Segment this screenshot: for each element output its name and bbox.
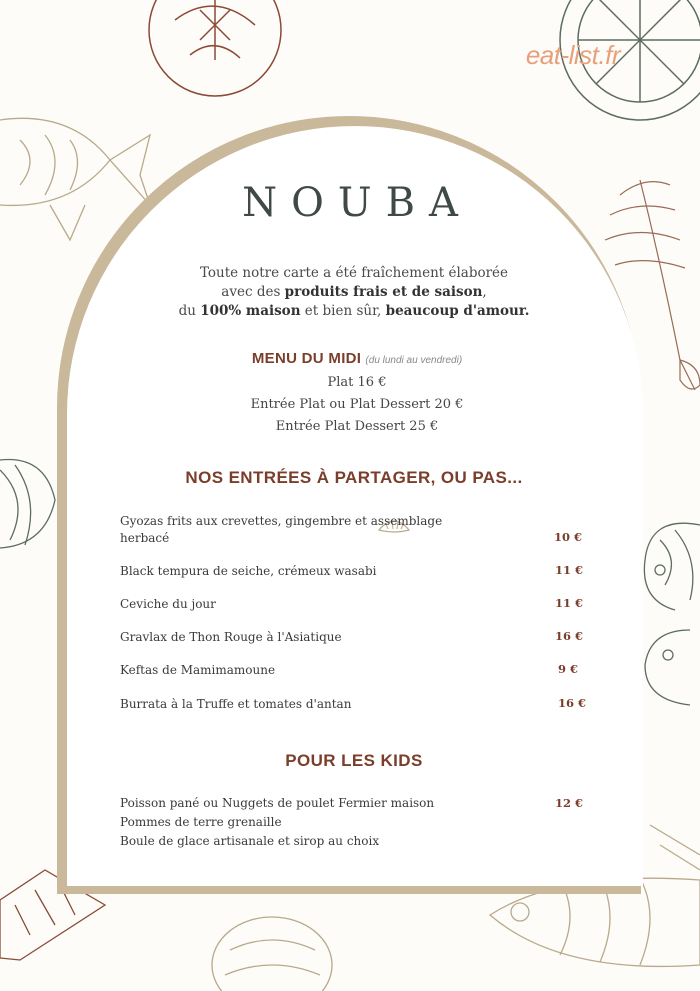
menu-item-price: 16 €: [555, 629, 584, 643]
menu-item-price: 9 €: [558, 662, 579, 676]
menu-item-price: 10 €: [554, 530, 583, 544]
menu-midi-line: Entrée Plat ou Plat Dessert 20 €: [250, 397, 464, 412]
menu-midi-title: MENU DU MIDI: [251, 350, 362, 367]
kids-line: Poisson pané ou Nuggets de poulet Fermier maison: [120, 796, 435, 810]
menu-item: [120, 696, 590, 713]
kids-line: Pommes de terre grenaille: [120, 815, 282, 829]
menu-item-name: Keftas de Mamimamoune: [120, 663, 276, 677]
menu-midi-subtitle: (du lundi au vendredi): [365, 355, 463, 366]
kids-line: Boule de glace artisanale et sirop au choix: [120, 834, 380, 848]
menu-item-name: Burrata à la Truffe et tomates d'antan: [120, 697, 352, 711]
menu-arch-panel: [67, 126, 643, 886]
mushroom-illustration: [212, 917, 332, 991]
menu-item-name: Gravlax de Thon Rouge à l'Asiatique: [120, 630, 342, 644]
menu-item: [120, 596, 590, 613]
menu-midi-line: Entrée Plat Dessert 25 €: [275, 419, 439, 434]
intro-line-3: du 100% maison et bien sûr, beaucoup d'amour.: [178, 303, 530, 319]
intro-text: [0, 264, 700, 321]
menu-item: [120, 513, 590, 547]
octopus-illustration: [644, 523, 700, 705]
intro-line-1: Toute notre carte a été fraîchement élaborée: [199, 265, 509, 281]
menu-item: [120, 629, 590, 646]
menu-midi-line: Plat 16 €: [327, 375, 387, 390]
menu-item: [120, 563, 590, 580]
menu-item-price: 11 €: [555, 596, 584, 610]
menu-item: [120, 662, 590, 679]
watermark: eat-list.fr: [525, 40, 620, 70]
menu-item-price: 11 €: [555, 563, 584, 577]
intro-line-2: avec des produits frais et de saison,: [221, 284, 487, 300]
restaurant-name: NOUBA: [242, 180, 472, 226]
menu-item-name: Gyozas frits aux crevettes, gingembre et assemblage herbacé: [120, 514, 443, 545]
entrees-section-title: NOS ENTRÉES À PARTAGER, OU PAS...: [185, 468, 523, 487]
menu-item-price: 16 €: [558, 696, 587, 710]
kids-section-title: POUR LES KIDS: [285, 751, 423, 770]
tomato-illustration: [149, 0, 281, 96]
menu-midi-heading: [0, 348, 700, 372]
menu-midi-block: [0, 348, 700, 438]
menu-item-name: Black tempura de seiche, crémeux wasabi: [120, 564, 377, 578]
menu-item-name: Ceviche du jour: [120, 597, 216, 611]
kids-menu-price: 12 €: [555, 796, 584, 810]
